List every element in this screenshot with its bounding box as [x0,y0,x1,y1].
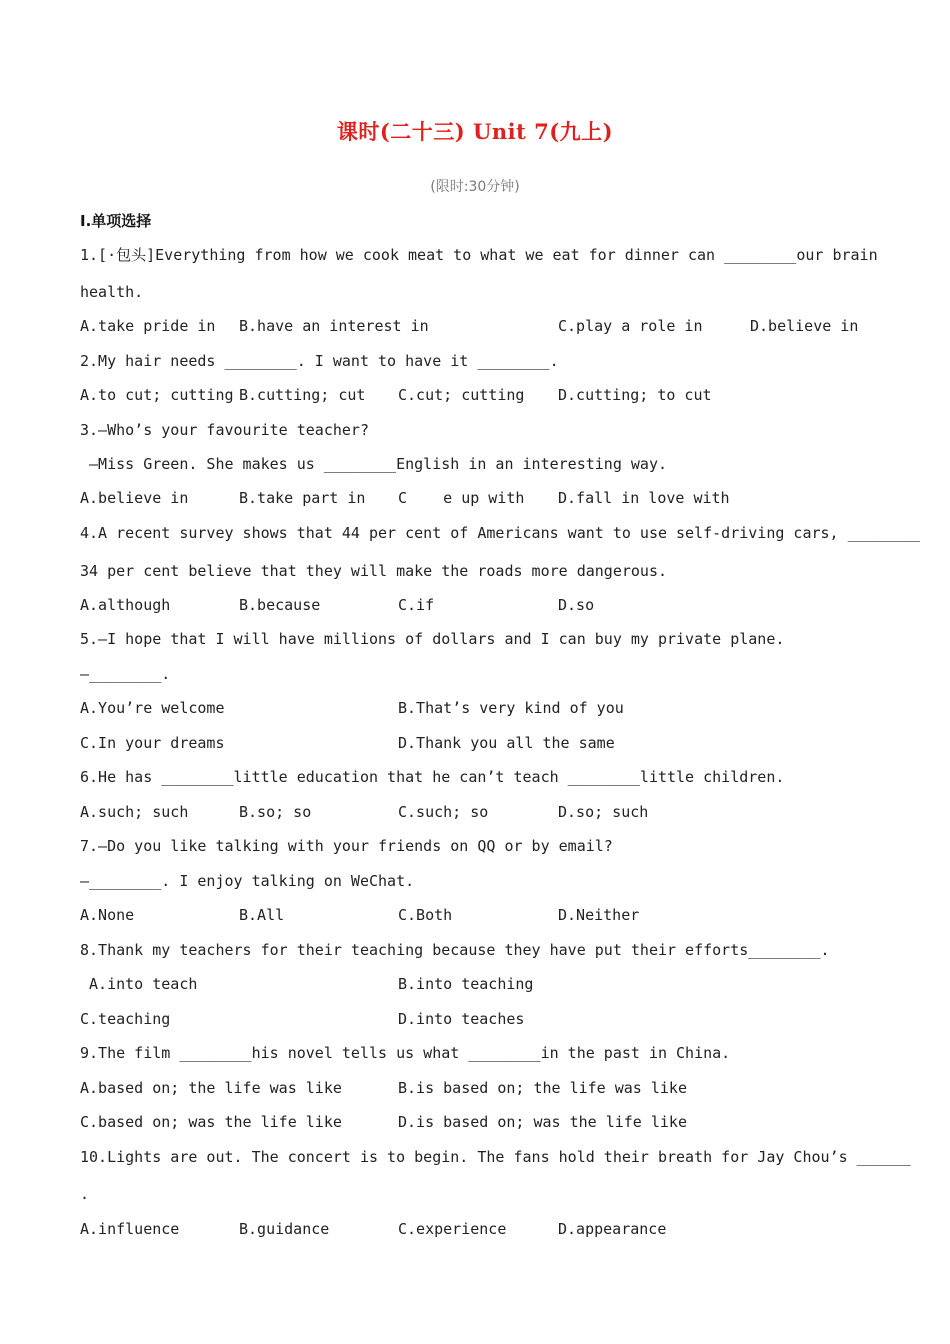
question-4-stem: 4.A recent survey shows that 44 per cent of Americans want to use self-driving cars, ________ [80,524,920,542]
question-6-stem: 6.He has ________little education that he can’t teach ________little children. [80,768,785,786]
question-3-option-a: A.believe in [80,489,189,507]
question-6-option-d: D.so; such [558,803,649,821]
question-3-option-d: D.fall in love with [558,489,730,507]
question-2-option-a: A.to cut; cutting [80,386,234,404]
question-8-option-a: A.into teach [80,975,198,993]
question-8-option-c: C.teaching [80,1010,171,1028]
section-heading: Ⅰ.单项选择 [80,212,152,230]
question-2-option-c: C.cut; cutting [398,386,525,404]
question-7-stem: 7.—Do you like talking with your friends on QQ or by email? [80,837,613,855]
question-1-option-c: C.play a role in [558,317,703,335]
question-4-option-a: A.although [80,596,171,614]
time-limit: (限时:30分钟) [430,179,520,195]
question-3-stem-cont: —Miss Green. She makes us ________English in an interesting way. [80,455,667,473]
question-9-option-c: C.based on; was the life like [80,1113,342,1131]
question-5-option-c: C.In your dreams [80,734,225,752]
question-7-stem-cont: —________. I enjoy talking on WeChat. [80,872,415,890]
question-3-stem: 3.—Who’s your favourite teacher? [80,421,369,439]
question-10-option-a: A.influence [80,1220,180,1238]
page-title: 课时(二十三) Unit 7(九上) [336,119,614,144]
question-9-option-a: A.based on; the life was like [80,1079,342,1097]
question-1-option-b: B.have an interest in [239,317,429,335]
question-10-stem: 10.Lights are out. The concert is to begin. The fans hold their breath for Jay Chou’s ______ [80,1148,911,1166]
question-3-option-b: B.take part in [239,489,366,507]
question-1-option-a: A.take pride in [80,317,216,335]
question-1-option-d: D.believe in [750,317,859,335]
question-7-option-b: B.All [239,906,285,924]
question-4-stem-cont: 34 per cent believe that they will make the roads more dangerous. [80,562,667,580]
question-10-option-d: D.appearance [558,1220,667,1238]
question-6-option-c: C.such; so [398,803,489,821]
question-2-stem: 2.My hair needs ________. I want to have it ________. [80,352,559,370]
question-9-option-b: B.is based on; the life was like [398,1079,687,1097]
question-7-option-c: C.Both [398,906,453,924]
question-8-option-d: D.into teaches [398,1010,525,1028]
question-5-option-b: B.That’s very kind of you [398,699,624,717]
question-4-option-d: D.so [558,596,595,614]
question-6-option-a: A.such; such [80,803,189,821]
question-4-option-c: C.if [398,596,435,614]
question-2-option-d: D.cutting; to cut [558,386,712,404]
question-5-stem-cont: —________. [80,665,171,683]
question-7-option-a: A.None [80,906,135,924]
question-6-option-b: B.so; so [239,803,312,821]
question-8-stem: 8.Thank my teachers for their teaching because they have put their efforts________. [80,941,830,959]
question-4-option-b: B.because [239,596,321,614]
question-10-stem-cont: . [80,1185,90,1203]
question-1-stem: 1.[·包头]Everything from how we cook meat to what we eat for dinner can ________our brain [80,246,878,264]
question-9-option-d: D.is based on; was the life like [398,1113,687,1131]
question-10-option-b: B.guidance [239,1220,330,1238]
question-9-stem: 9.The film ________his novel tells us what ________in the past in China. [80,1044,731,1062]
question-7-option-d: D.Neither [558,906,640,924]
question-5-option-d: D.Thank you all the same [398,734,615,752]
question-5-stem: 5.—I hope that I will have millions of dollars and I can buy my private plane. [80,630,785,648]
question-2-option-b: B.cutting; cut [239,386,366,404]
question-3-option-c: C e up with [398,489,525,507]
question-5-option-a: A.You’re welcome [80,699,225,717]
question-1-stem-cont: health. [80,283,144,301]
question-10-option-c: C.experience [398,1220,507,1238]
question-8-option-b: B.into teaching [398,975,534,993]
